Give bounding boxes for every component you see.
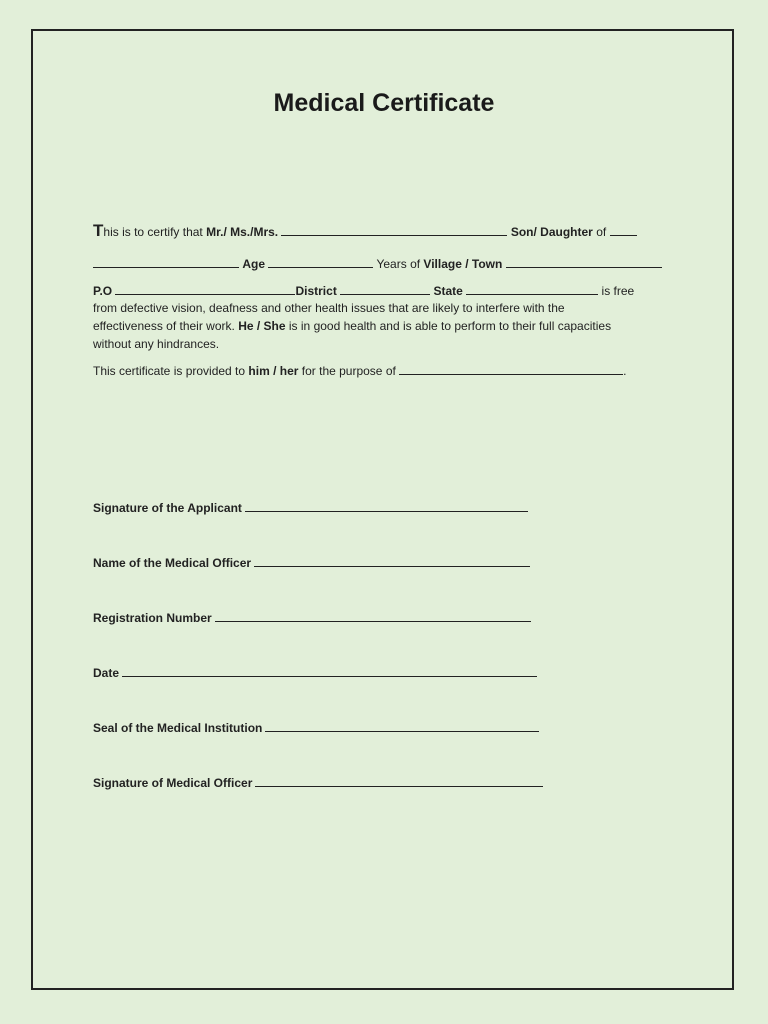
- parent-field-start[interactable]: [610, 224, 637, 236]
- purpose-line: This certificate is provided to him / her for the purpose of .: [93, 364, 627, 378]
- applicant-signature-row: Signature of the Applicant: [93, 500, 528, 515]
- officer-signature-row: Signature of Medical Officer: [93, 775, 543, 790]
- name-field[interactable]: [281, 224, 507, 236]
- date-row: Date: [93, 665, 537, 680]
- officer-name-row: Name of the Medical Officer: [93, 555, 530, 570]
- state-field[interactable]: [466, 283, 598, 295]
- po-field[interactable]: [115, 283, 295, 295]
- date-field[interactable]: [122, 665, 537, 677]
- certify-line-6: without any hindrances.: [93, 337, 220, 351]
- registration-number-field[interactable]: [215, 610, 531, 622]
- page-title: Medical Certificate: [273, 89, 495, 117]
- certify-line-1: This is to certify that Mr./ Ms./Mrs. Son/ Daughter of: [93, 223, 637, 240]
- village-town-field[interactable]: [506, 256, 662, 268]
- officer-signature-field[interactable]: [255, 775, 543, 787]
- officer-name-field[interactable]: [254, 555, 530, 567]
- seal-row: Seal of the Medical Institution: [93, 720, 539, 735]
- parent-name-field[interactable]: [93, 256, 239, 268]
- certify-line-3: P.O District State is free: [93, 284, 635, 298]
- certify-line-4: from defective vision, deafness and other health issues that are likely to interfere with the: [93, 301, 565, 315]
- registration-number-row: Registration Number: [93, 610, 531, 625]
- certify-line-5: effectiveness of their work. He / She is in good health and is able to perform to their full capacities: [93, 319, 612, 333]
- drop-cap: T: [93, 221, 104, 240]
- purpose-field[interactable]: [399, 363, 623, 375]
- seal-field[interactable]: [265, 720, 539, 732]
- certify-line-2: Age Years of Village / Town: [93, 256, 662, 272]
- district-field[interactable]: [340, 283, 430, 295]
- age-field[interactable]: [268, 256, 373, 268]
- applicant-signature-field[interactable]: [245, 500, 528, 512]
